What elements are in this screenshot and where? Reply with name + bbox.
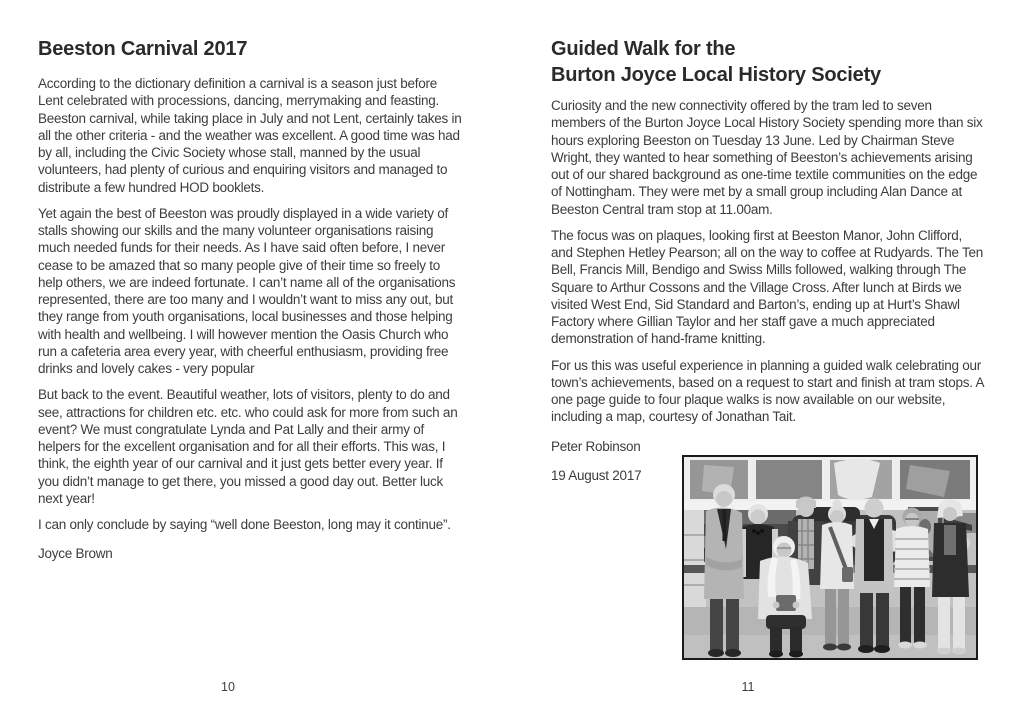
paragraph: The focus was on plaques, looking first at Beeston Manor, John Clifford, and Stephen Hetley Pearson; all on the way to coffee at Rudyards. The Ten Bell, Francis Mill, Bendigo and Swiss Mills followed, walking through The Square to Arthur Cossons and the Village Cross. After lunch at Birds we visited West End, Sid Standard and Barton’s, ending up at Hurt’s Shawl Factory where Gillian Taylor and her staff gave a much appreciated demonstration of hand-frame knitting. <box>551 227 984 347</box>
article-date: 19 August 2017 <box>551 467 642 483</box>
article-title-right-line2: Burton Joyce Local History Society <box>551 64 881 86</box>
author-byline-right: Peter Robinson <box>551 438 641 454</box>
paragraph: Curiosity and the new connectivity offered by the tram led to seven members of the Burton Joyce Local History Society spending more than six hours exploring Beeston on Tuesday 13 June. Led by Chairman Steve Wright, they wanted to hear something of Beeston’s achievements arising out of our shared background as one-time textile communities on the edge of Nottingham. They were met by a small group including Alan Dance at Beeston Central tram stop at 11.00am. <box>551 98 983 217</box>
group-photo-graphic <box>684 457 976 658</box>
page-number-left: 10 <box>221 680 235 694</box>
page-number-right: 11 <box>741 680 755 694</box>
author-byline-left: Joyce Brown <box>38 546 113 562</box>
paragraph: Yet again the best of Beeston was proudly displayed in a wide variety of stalls showing our skills and the many volunteer organisations raising much needed funds for their needs. As I have said often before, I never cease to be amazed that so many people give of their time so freely to help others, we are indeed fortunate. I can’t name all of the organisations represented, there are too many and I wouldn’t want to miss any out, but they range from youth organisations, local businesses and those helping with health and wellbeing. I will however mention the Oasis Church who run a cafeteria area every year, with cheerful enthusiasm, providing free drinks and lovely cakes - very popular <box>38 205 456 376</box>
page-left <box>38 36 463 563</box>
article-title-right <box>551 36 987 88</box>
paragraph: But back to the event. Beautiful weather, lots of visitors, plenty to do and see, attractions for children etc. etc. who could ask for more from such an event? We must congratulate Lynda and Pat Lally and their army of helpers for the excellent organisation and for all their efforts. This was, I think, the eighth year of our carnival and it just gets better every year. If you didn’t manage to get there, you missed a good day out. Better luck next year! <box>38 387 458 506</box>
article-title-right-line1: Guided Walk for the <box>551 38 736 60</box>
paragraph: I can only conclude by saying “well done Beeston, long may it continue”. <box>38 517 451 532</box>
page-right <box>551 36 987 484</box>
paragraph: For us this was useful experience in planning a guided walk celebrating our town’s achievements, based on a request to start and finish at tram stops. A one page guide to four plaque walks is now available on our website, including a map, courtesy of Jonathan Tait. <box>551 357 984 425</box>
group-photo <box>682 455 978 660</box>
paragraph: According to the dictionary definition a carnival is a season just before Lent celebrated with processions, dancing, merrymaking and feasting. Beeston carnival, while taking place in July and not Lent, certainly takes in all the other criteria - and the weather was excellent. A good time was had by all, including the Civic Society whose stall, manned by the usual volunteers, had plenty of curious and enquiring visitors and managed to distribute a few hundred HOD booklets. <box>38 76 462 195</box>
article-title-left: Beeston Carnival 2017 <box>38 38 248 60</box>
